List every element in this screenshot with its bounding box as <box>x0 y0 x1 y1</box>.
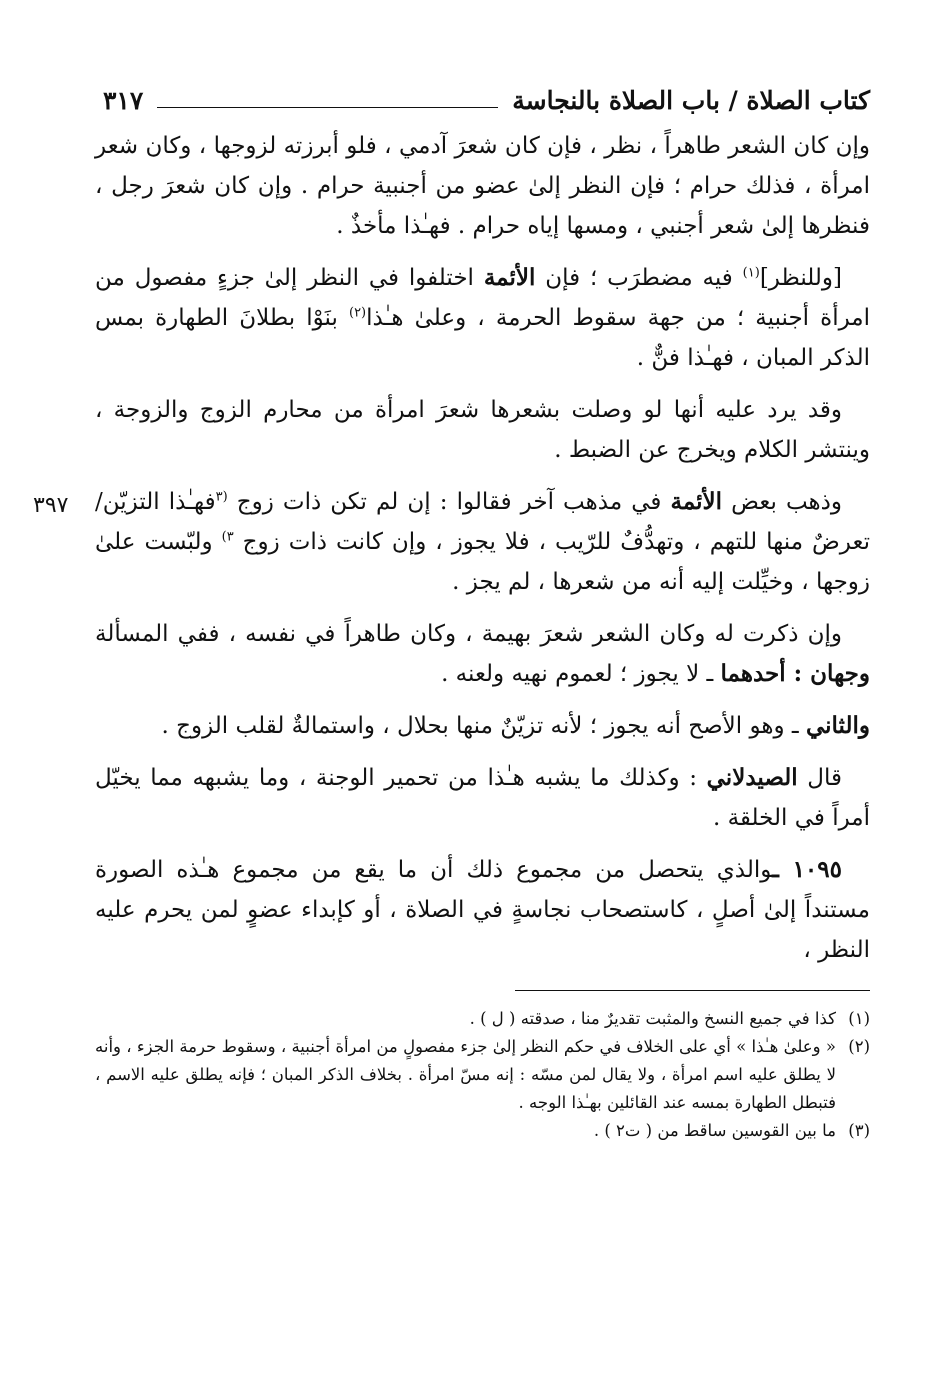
footnote-text: « وعلىٰ هـٰذا » أي على الخلاف في حكم النظر إلىٰ جزء مفصولٍ من امرأة أجنبية ، وسقوط حرمة الجزء ، وأنه لا يطلق عليه اسم امرأة ، ولا يقال لمن مسّه : إنه مسّ امرأة . بخلاف الذكر المبان ؛ فإنه يطلق عليه الاسم ، فتبطل الطهارة بمسه عند القائلين بهـٰذا الوجه . <box>95 1037 836 1112</box>
footnote-ref[interactable]: (١) <box>742 265 760 281</box>
footnote-ref[interactable]: (٢) <box>348 305 367 321</box>
paragraph-8: ١٠٩٥ ـوالذي يتحصل من مجموع ذلك أن ما يقع من مجموع هـٰذه الصورة مستنداً إلىٰ أصلٍ ، كاستصحاب نجاسةٍ في الصلاة ، أو كإبداء عضوٍ لمن يحرم عليه النظر ، <box>95 856 870 963</box>
manuscript-folio-marker: ٣٩٧ <box>33 493 69 518</box>
paragraph-7: قال الصيدلاني : وكذلك ما يشبه هـٰذا من تحمير الوجنة ، وما يشبهه مما يخيّل أمراً في الخلقة . <box>95 764 870 831</box>
footnote-ref[interactable]: ٣) <box>221 529 234 545</box>
footnote-item <box>95 1005 870 1033</box>
chapter-title: كتاب الصلاة / باب الصلاة بالنجاسة <box>512 86 870 115</box>
footnote-number: (٢) <box>848 1037 870 1056</box>
footnote-item <box>95 1117 870 1145</box>
page-number: ٣١٧ <box>103 86 144 115</box>
paragraph-4: ٣٩٧ وذهب بعض الأئمة في مذهب آخر فقالوا : إن لم تكن ذات زوج $^{(٣}$فهـٰذا التزيّن/ تعرضٌ منها للتهم ، وتهدُّفٌ للرّيب ، فلا يجوز ، وإن كانت ذات زوج $^{٣)}$ ولبّست علىٰ زوجها ، وخيِّلت إليه أنه من شعرها ، لم يجز . <box>33 488 870 595</box>
footnotes <box>95 1005 870 1145</box>
header-rule <box>157 107 498 108</box>
paragraph-5: وإن ذكرت له وكان الشعر شعرَ بهيمة ، وكان طاهراً في نفسه ، ففي المسألة وجهان : أحدهما ـ لا يجوز ؛ لعموم نهيه ولعنه . <box>95 621 870 687</box>
section-number: ١٠٩٥ ـ <box>772 856 842 883</box>
footnote-number: (١) <box>848 1009 870 1028</box>
running-header <box>95 70 870 116</box>
footnote-separator <box>515 990 870 991</box>
paragraph-2: [وللنظر]$^{(١)}$ فيه مضطرَب ؛ فإن الأئمة اختلفوا في النظر إلىٰ جزءٍ مفصول من امرأة أجنبية ؛ من جهة سقوط الحرمة ، وعلىٰ هـٰذا$^{(٢)}$ بنَوْا بطلانَ الطهارة بمس الذكر المبان ، فهـٰذا فنٌّ . <box>95 264 870 371</box>
paragraph-3: وقد يرد عليه أنها لو وصلت بشعرها شعرَ امرأة من محارم الزوج والزوجة ، وينتشر الكلام ويخرج عن الضبط . <box>95 397 870 463</box>
footnote-ref[interactable]: (٣ <box>215 489 228 505</box>
paragraph-1: وإن كان الشعر طاهراً ، نظر ، فإن كان شعرَ آدمي ، فلو أبرزته لزوجها ، وكان شعر امرأة ، فذلك حرام ؛ فإن النظر إلىٰ عضو من أجنبية حرام . وإن كان شعرَ رجل ، فنظرها إلىٰ شعر أجنبي ، ومسها إياه حرام . فهـٰذا مأخذٌ . <box>95 133 870 239</box>
footnote-text: كذا في جميع النسخ والمثبت تقديرٌ منا ، صدقته ( ل ) . <box>469 1009 836 1028</box>
footnote-number: (٣) <box>848 1121 870 1140</box>
page <box>33 70 870 1145</box>
body-text <box>33 126 870 970</box>
footnote-item <box>95 1033 870 1117</box>
footnote-text: ما بين القوسين ساقط من ( ت٢ ) . <box>593 1121 836 1140</box>
paragraph-6: والثاني ـ وهو الأصح أنه يجوز ؛ لأنه تزيّنٌ منها بحلال ، واستمالةٌ لقلب الزوج . <box>161 712 870 739</box>
